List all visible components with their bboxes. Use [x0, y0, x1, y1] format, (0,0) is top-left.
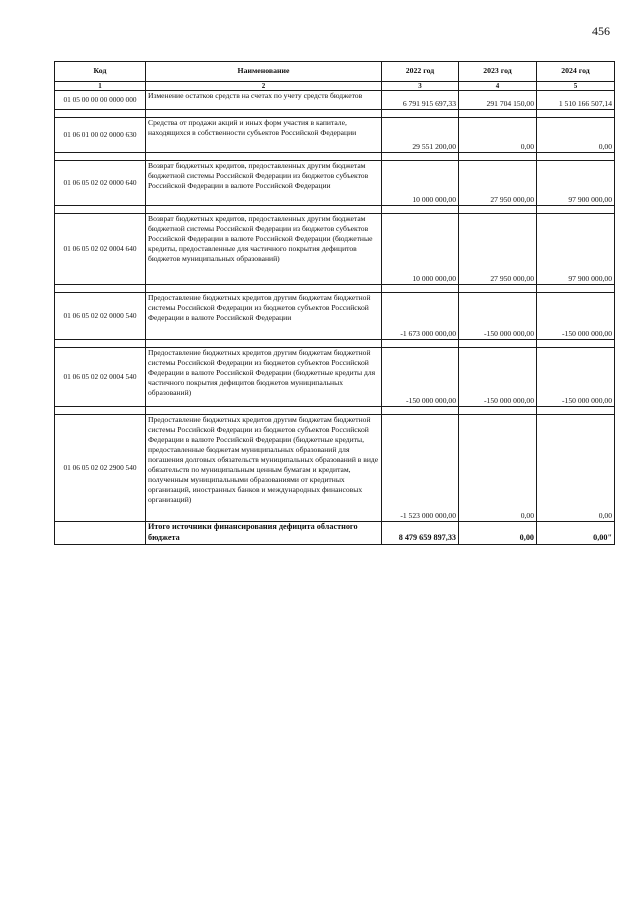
- total-row: [55, 522, 615, 545]
- row-value-2023: -150 000 000,00: [459, 293, 537, 340]
- total-value-2024: 0,00": [537, 522, 615, 545]
- header-2022: 2022 год: [382, 62, 459, 82]
- column-index: 4: [459, 82, 537, 91]
- row-value-2022: -150 000 000,00: [382, 348, 459, 407]
- row-code: 01 06 05 02 02 2900 540: [55, 415, 146, 522]
- header-row: [55, 62, 615, 82]
- spacer-row: [55, 206, 615, 214]
- spacer-row: [55, 285, 615, 293]
- column-index: 3: [382, 82, 459, 91]
- column-index: 1: [55, 82, 146, 91]
- spacer-row: [55, 340, 615, 348]
- row-value-2024: 0,00: [537, 415, 615, 522]
- row-name: Предоставление бюджетных кредитов другим бюджетам бюджетной системы Российской Федерации из бюджетов субъектов Российской Федерации в валюте Российской Федерации: [146, 293, 382, 340]
- row-value-2022: 29 551 200,00: [382, 118, 459, 153]
- row-value-2023: 0,00: [459, 415, 537, 522]
- row-value-2023: 27 950 000,00: [459, 214, 537, 285]
- row-value-2024: 97 900 000,00: [537, 161, 615, 206]
- row-code: 01 06 01 00 02 0000 630: [55, 118, 146, 153]
- row-name: Средства от продажи акций и иных форм участия в капитале, находящихся в собственности субъектов Российской Федерации: [146, 118, 382, 153]
- row-code: 01 06 05 02 02 0000 540: [55, 293, 146, 340]
- row-code: 01 05 00 00 00 0000 000: [55, 91, 146, 110]
- column-index: 5: [537, 82, 615, 91]
- row-value-2024: -150 000 000,00: [537, 348, 615, 407]
- page-number: 456: [592, 24, 610, 38]
- row-value-2024: -150 000 000,00: [537, 293, 615, 340]
- table-row: [55, 91, 615, 110]
- total-code-cell: [55, 522, 146, 545]
- row-value-2024: 0,00: [537, 118, 615, 153]
- table-row: [55, 161, 615, 206]
- row-value-2023: -150 000 000,00: [459, 348, 537, 407]
- row-value-2022: 10 000 000,00: [382, 161, 459, 206]
- column-index: 2: [146, 82, 382, 91]
- spacer-row: [55, 153, 615, 161]
- row-value-2023: 0,00: [459, 118, 537, 153]
- row-code: 01 06 05 02 02 0004 640: [55, 214, 146, 285]
- row-code: 01 06 05 02 02 0004 540: [55, 348, 146, 407]
- row-value-2024: 97 900 000,00: [537, 214, 615, 285]
- table-row: [55, 293, 615, 340]
- column-index-row: [55, 82, 615, 91]
- row-value-2022: -1 673 000 000,00: [382, 293, 459, 340]
- financing-sources-table: [54, 61, 615, 545]
- header-name: Наименование: [146, 62, 382, 82]
- row-name: Возврат бюджетных кредитов, предоставленных другим бюджетам бюджетной системы Российской Федерации из бюджетов субъектов Российской Федерации в валюте Российской Федерации: [146, 161, 382, 206]
- total-value-2023: 0,00: [459, 522, 537, 545]
- total-value-2022: 8 479 659 897,33: [382, 522, 459, 545]
- header-2024: 2024 год: [537, 62, 615, 82]
- header-2023: 2023 год: [459, 62, 537, 82]
- row-value-2022: 6 791 915 697,33: [382, 91, 459, 110]
- row-name: Предоставление бюджетных кредитов другим бюджетам бюджетной системы Российской Федерации из бюджетов субъектов Российской Федерации в валюте Российской Федерации (бюджетные кредиты, предоставленные бюджетам муниципальных образований для погашения долговых обязательств муниципальных образований в виде обязательств по муниципальным ценным бумагам и кредитам, полученным муниципальными образованиями от кредитных организаций, иностранных банков и международных финансовых организаций): [146, 415, 382, 522]
- total-label: Итого источники финансирования дефицита областного бюджета: [146, 522, 382, 545]
- row-value-2023: 27 950 000,00: [459, 161, 537, 206]
- row-name: Предоставление бюджетных кредитов другим бюджетам бюджетной системы Российской Федерации из бюджетов субъектов Российской Федерации в валюте Российской Федерации (бюджетные кредиты для частичного покрытия дефицитов бюджетов муниципальных образований): [146, 348, 382, 407]
- row-name: Возврат бюджетных кредитов, предоставленных другим бюджетам бюджетной системы Российской Федерации из бюджетов субъектов Российской Федерации в валюте Российской Федерации (бюджетные кредиты, предоставленные для частичного покрытия дефицитов бюджетов муниципальных образований): [146, 214, 382, 285]
- row-value-2022: -1 523 000 000,00: [382, 415, 459, 522]
- row-value-2022: 10 000 000,00: [382, 214, 459, 285]
- table-row: [55, 348, 615, 407]
- row-name: Изменение остатков средств на счетах по учету средств бюджетов: [146, 91, 382, 110]
- header-code: Код: [55, 62, 146, 82]
- row-code: 01 06 05 02 02 0000 640: [55, 161, 146, 206]
- table-row: [55, 118, 615, 153]
- spacer-row: [55, 407, 615, 415]
- table-row: [55, 415, 615, 522]
- row-value-2024: 1 510 166 507,14: [537, 91, 615, 110]
- row-value-2023: 291 704 150,00: [459, 91, 537, 110]
- spacer-row: [55, 110, 615, 118]
- table-row: [55, 214, 615, 285]
